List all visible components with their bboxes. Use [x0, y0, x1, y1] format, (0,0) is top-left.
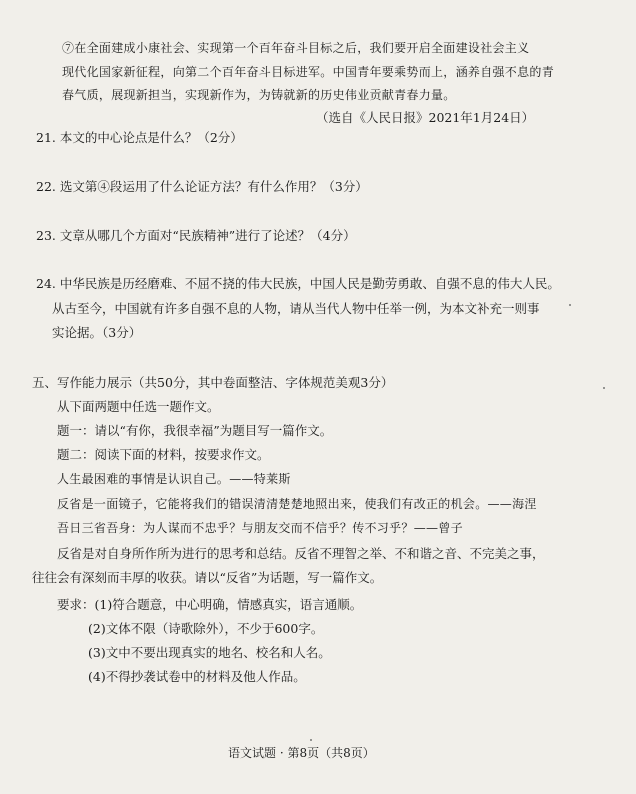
scan-speck: [310, 739, 312, 741]
requirement-2: (2)文体不限（诗歌除外），不少于600字。: [88, 621, 324, 636]
quote-1: 人生最困难的事情是认识自己。——特莱斯: [57, 472, 291, 486]
material-line2: 往往会有深刻而丰厚的收获。请以“反省”为话题，写一篇作文。: [32, 570, 383, 585]
writing-heading: 五、写作能力展示（共50分，其中卷面整洁、字体规范美观3分）: [32, 375, 394, 390]
passage-para7-line1: ⑦在全面建成小康社会、实现第一个百年奋斗目标之后，我们要开启全面建设社会主义: [62, 41, 530, 55]
scan-speck: [569, 304, 571, 306]
question-24-line1: 24. 中华民族是历经磨难、不屈不挠的伟大民族，中国人民是勤劳勇敢、自强不息的伟大人民。: [36, 276, 560, 291]
requirement-1: 要求：(1)符合题意，中心明确，情感真实，语言通顺。: [57, 597, 363, 612]
scan-speck: [603, 387, 605, 389]
writing-topic1: 题一：请以“有你，我很幸福”为题目写一篇作文。: [57, 423, 333, 438]
question-23: 23. 文章从哪几个方面对“民族精神”进行了论述？（4分）: [36, 228, 356, 243]
requirement-3: (3)文中不要出现真实的地名、校名和人名。: [88, 645, 331, 660]
material-line1: 反省是对自身所作所为进行的思考和总结。反省不理智之举、不和谐之音、不完美之事，: [57, 546, 545, 561]
quote-3: 吾日三省吾身：为人谋而不忠乎？与朋友交而不信乎？传不习乎？——曾子: [57, 521, 463, 535]
passage-para7-line2: 现代化国家新征程，向第二个百年奋斗目标进军。中国青年要乘势而上，涵养自强不息的青: [62, 65, 555, 79]
quote-2: 反省是一面镜子，它能将我们的错误清清楚楚地照出来，使我们有改正的机会。——海涅: [57, 497, 537, 511]
page-footer: 语文试题 · 第8页（共8页）: [228, 746, 375, 760]
writing-topic2: 题二：阅读下面的材料，按要求作文。: [57, 447, 270, 462]
passage-para7-line3: 春气质，展现新担当，实现新作为，为铸就新的历史伟业贡献青春力量。: [62, 88, 456, 102]
question-22: 22. 选文第④段运用了什么论证方法？有什么作用？（3分）: [36, 179, 368, 194]
requirement-4: (4)不得抄袭试卷中的材料及他人作品。: [88, 669, 306, 684]
passage-source: （选自《人民日报》2021年1月24日）: [316, 110, 535, 125]
question-24-line2: 从古至今，中国就有许多自强不息的人物，请从当代人物中任举一例，为本文补充一则事: [52, 301, 540, 316]
question-21: 21. 本文的中心论点是什么？（2分）: [36, 130, 243, 145]
question-24-line3: 实论据。（3分）: [52, 325, 142, 340]
writing-instruction: 从下面两题中任选一题作文。: [57, 399, 220, 414]
